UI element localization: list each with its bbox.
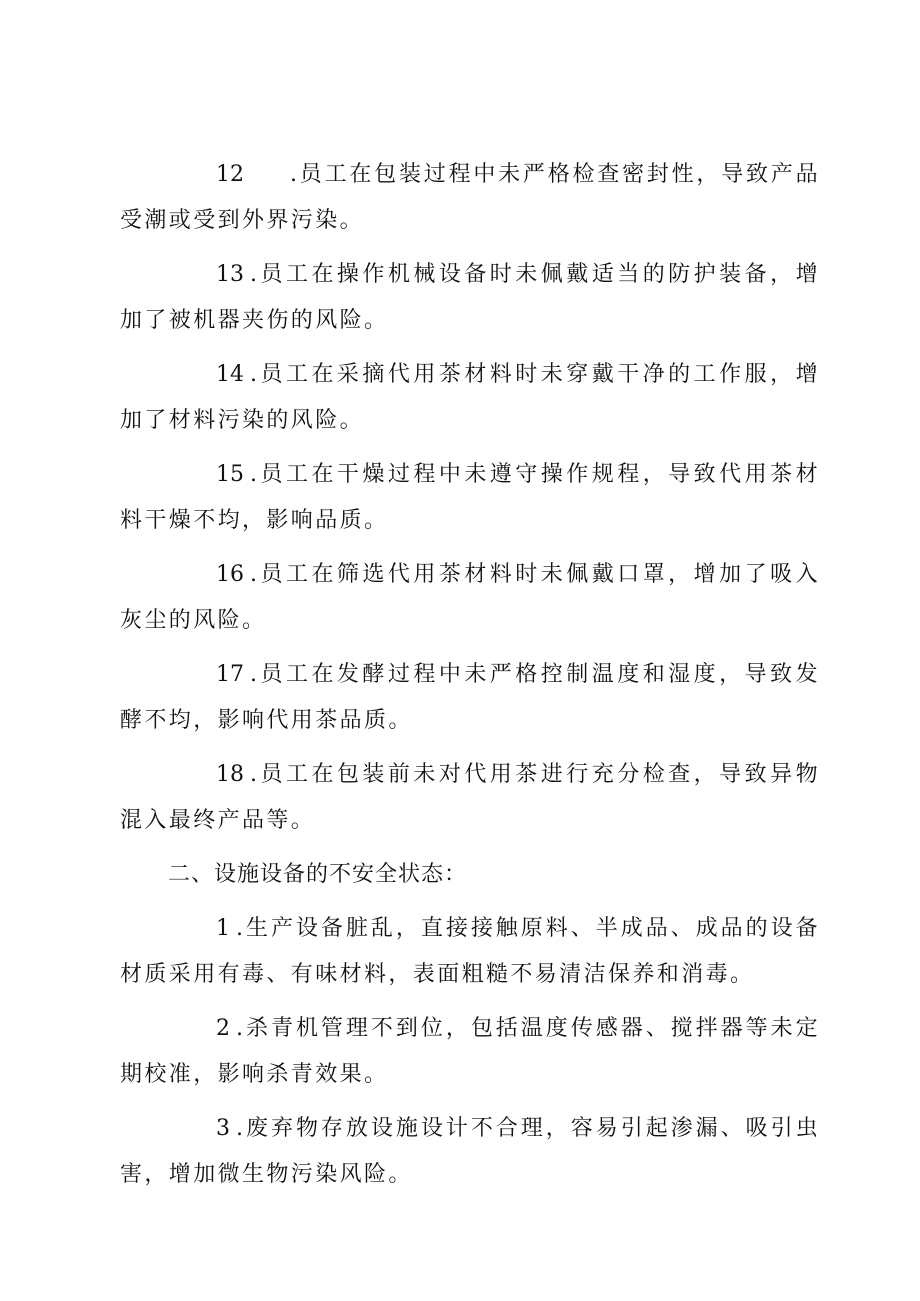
item-text: .员工在包装前未对代用茶进行充分检查，导致异物混入最终产品等。	[120, 762, 820, 833]
item-text: .员工在操作机械设备时未佩戴适当的防护装备，增加了被机器夹伤的风险。	[120, 262, 820, 333]
item-number: 14	[216, 362, 244, 387]
item-number: 3	[216, 1116, 230, 1141]
item-text: .员工在包装过程中未严格检查密封性，导致产品受潮或受到外界污染。	[120, 162, 820, 233]
item-text: .员工在发酵过程中未严格控制温度和湿度，导致发酵不均，影响代用茶品质。	[120, 662, 820, 733]
list-item-13	[120, 252, 820, 344]
list-item-15	[120, 452, 820, 544]
list-item-2	[120, 1006, 820, 1098]
item-text: .员工在筛选代用茶材料时未佩戴口罩，增加了吸入灰尘的风险。	[120, 562, 820, 633]
item-number: 16	[216, 562, 244, 587]
document-body	[120, 152, 820, 1206]
item-number: 2	[216, 1016, 230, 1041]
list-item-1	[120, 906, 820, 998]
item-text: .员工在干燥过程中未遵守操作规程，导致代用茶材料干燥不均，影响品质。	[120, 462, 820, 533]
list-item-17	[120, 652, 820, 744]
item-text: .杀青机管理不到位，包括温度传感器、搅拌器等未定期校准，影响杀青效果。	[120, 1016, 820, 1087]
item-number: 15	[216, 462, 244, 487]
item-text: .废弃物存放设施设计不合理，容易引起渗漏、吸引虫害，增加微生物污染风险。	[120, 1116, 820, 1187]
item-number: 13	[216, 262, 244, 287]
list-item-18	[120, 752, 820, 844]
item-number: 1	[216, 916, 230, 941]
section-heading: 二、设施设备的不安全状态：	[168, 862, 468, 887]
item-text: .生产设备脏乱，直接接触原料、半成品、成品的设备材质采用有毒、有味材料，表面粗糙不易清洁保养和消毒。	[120, 916, 820, 987]
list-item-3	[120, 1106, 820, 1198]
item-number: 18	[216, 762, 244, 787]
item-number: 12	[216, 162, 244, 187]
list-item-16	[120, 552, 820, 644]
list-item-12	[120, 152, 820, 244]
item-number: 17	[216, 662, 244, 687]
item-text: .员工在采摘代用茶材料时未穿戴干净的工作服，增加了材料污染的风险。	[120, 362, 820, 433]
list-item-14	[120, 352, 820, 444]
